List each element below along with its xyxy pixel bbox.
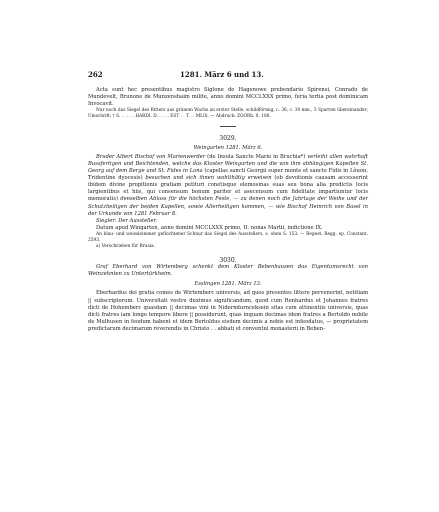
regest-part-3: verleiht allen wahrhaft Bussfertigen und Beichtenden, welche das Kloster Weingarten und die von ihm abhängigen Kapellen St. Georg auf dem Berge und St. Fides in Lana bbox=[88, 153, 369, 175]
footnote-3029: a) Verschrieben für Brusia. bbox=[96, 243, 155, 249]
document-page bbox=[88, 70, 368, 333]
summary-3030 bbox=[88, 264, 368, 278]
regest-3029 bbox=[88, 154, 368, 218]
document-number-3029: 3029. bbox=[219, 134, 237, 142]
sealer-line bbox=[88, 218, 368, 225]
running-title: 1281. März 6 und 13. bbox=[180, 70, 264, 79]
body-3030: Eberhardus dei gratia comes de Wirtemberc universis, ad quos presentes littere pervenerint, notitiam || subscriptorum. Universitati vestre duximus significandum, quod cum Renhardus et Johannes fratres dicti de Hohemberc quasdam || decimas vini in Niderndurnceksein sitas cum attinentiis universis, quas dicti fratres iam longo tempore libere || possiderunt, quas inquam decimas idem fratres a Bertoldo nobile de Mulhusen in feodum habent et idem Bertoldus eisdem decimis a nobis est infeodatus, — proprietatem predictarum decimarum reverendis in Christo . . abbati et conventui monasterii in Beben- bbox=[88, 290, 368, 332]
page-number: 262 bbox=[88, 70, 103, 79]
seal-note: Nur noch das Siegel des Ritters aus grünem Wachs an erster Stelle, schildförmig, c. 36, c. 30 mm., 3 Sparren übereinander; Umschrift: † S. . . . . . HARDI. D. . . . . EST . . T . . MLIS. — Abdruck: ZGORh. 8, 186. bbox=[88, 108, 368, 120]
seal-note-3029: An blau- und weissleinener geflochtener Schnur das Siegel des Ausstellers, s. oben S. 153. — Regest: Regg. ep. Constant. 2593. bbox=[88, 231, 368, 243]
place-date-3029: Weingarten 1281. März 6. bbox=[193, 144, 263, 151]
acta-paragraph: Acta sunt hec presentibus magistro Siglone de Hagenowe prebendario Spirensi, Conrado de Mundevelt, Brunone de Munzenshaim milite, anno domini MCCLXXX primo, feria tertia post dominicam Invocavit. bbox=[88, 87, 368, 108]
regest-part-2: (de Insula Sancte Marie in Bruchia*) bbox=[205, 153, 308, 160]
summary-text: Graf Eberhard von Wirtemberg schenkt dem Kloster Bebenhausen das Eigentumsrecht von Weinzehnten zu Untertürkheim. bbox=[88, 264, 368, 278]
regest-part-7: denselben Ablass für die höchsten Feste, — zu denen noch die Jahrtage der Weihe und der Schutzheiligen der beiden Kapellen, sowie Allerheiligen kommen, — wie Bischof Heinrich von Basel in der Urkunde von 1281 Februar 8. bbox=[88, 196, 368, 217]
running-header bbox=[88, 70, 368, 79]
regest-part-4: (capellas sancti Georgii super monte et sancte Fidis in Lôuon, Tridentine dyocesis) bbox=[88, 168, 368, 182]
datum-line: Datum apud Wingarten, anno domini MCCLXXX primo, II. nonas Martii, indictione IX. bbox=[96, 224, 323, 231]
place-date-3030: Esslingen 1281. März 13. bbox=[194, 281, 262, 288]
regest-part-5: besuchen und sich ihnen wohlthätig erweisen bbox=[145, 175, 272, 182]
regest-part-1: Bruder Albert Bischof von Marienwerder bbox=[96, 153, 206, 160]
sealer-text: Siegler: Der Aussteller. bbox=[96, 217, 158, 224]
document-number-3030: 3030. bbox=[219, 257, 237, 265]
section-divider bbox=[220, 126, 236, 127]
regest-part-6: (ob devotionis causam accesserint ibidem divine propitionis gratiam petituri conetisque elemosinas suas seu bona alia predictis locis largientibus et hiis, qui consensum bonum pariter et asecensum cum fidelitate impartiuntur locis memoratis) bbox=[88, 175, 369, 203]
